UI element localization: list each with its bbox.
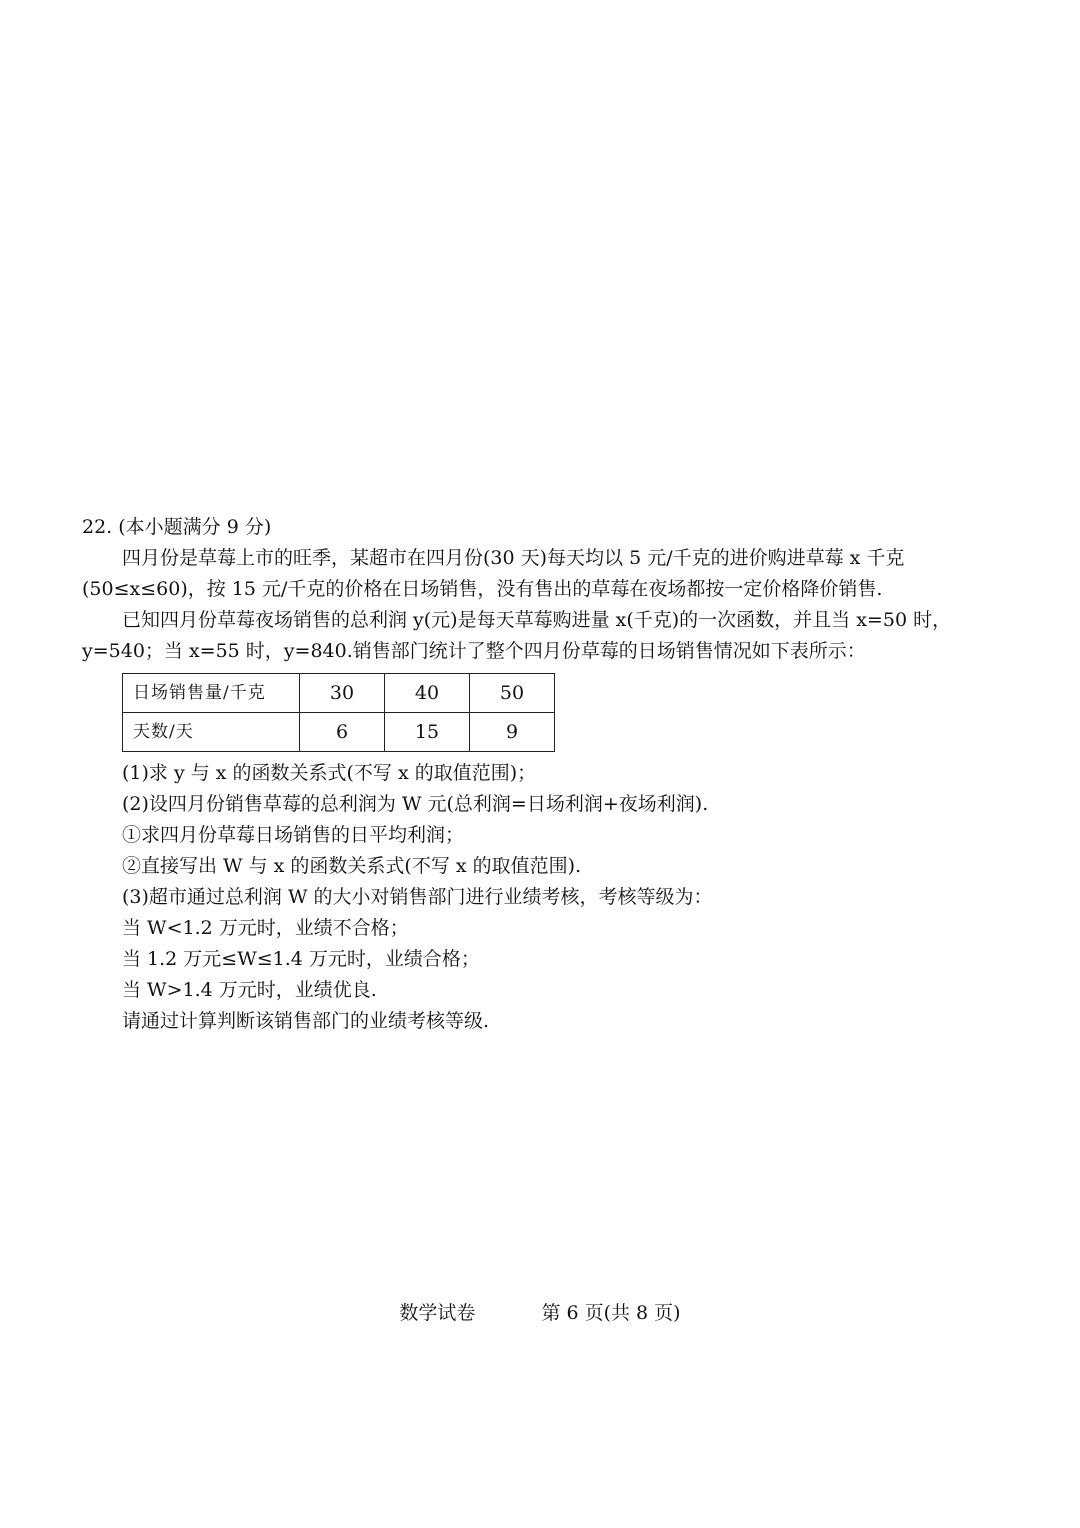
table-cell: 50 — [470, 674, 555, 713]
part-3-level-3: 当 W>1.4 万元时，业绩优良. — [122, 979, 377, 1001]
paragraph-2-line-1: 已知四月份草莓夜场销售的总利润 y(元)是每天草莓购进量 x(千克)的一次函数，并且当 x=50 时， — [122, 609, 952, 631]
sales-table — [122, 673, 555, 752]
part-3-instruction: 请通过计算判断该销售部门的业绩考核等级. — [122, 1010, 490, 1032]
table-row — [123, 674, 555, 713]
part-3-level-1: 当 W<1.2 万元时，业绩不合格； — [122, 917, 409, 939]
footer-subject: 数学试卷 — [399, 1302, 476, 1324]
part-1: (1)求 y 与 x 的函数关系式(不写 x 的取值范围)； — [122, 762, 537, 784]
table-cell: 15 — [385, 713, 470, 752]
table-cell: 30 — [300, 674, 385, 713]
question-22 — [82, 512, 1012, 1037]
part-2: (2)设四月份销售草莓的总利润为 W 元(总利润=日场利润+夜场利润). — [122, 793, 709, 815]
page-footer — [0, 1298, 1080, 1325]
footer-page-number: 第 6 页(共 8 页) — [541, 1302, 681, 1324]
question-header: 22. (本小题满分 9 分) — [82, 516, 272, 538]
table-cell: 40 — [385, 674, 470, 713]
part-2-sub-2: ②直接写出 W 与 x 的函数关系式(不写 x 的取值范围). — [122, 855, 582, 877]
part-2-sub-1: ①求四月份草莓日场销售的日平均利润； — [122, 824, 465, 846]
table-row-label: 日场销售量/千克 — [123, 674, 300, 713]
table-row — [123, 713, 555, 752]
paragraph-1-line-2: (50≤x≤60)，按 15 元/千克的价格在日场销售，没有售出的草莓在夜场都按一定价格降价销售. — [82, 578, 883, 600]
paragraph-2-line-2: y=540；当 x=55 时，y=840.销售部门统计了整个四月份草莓的日场销售情况如下表所示： — [82, 640, 866, 662]
part-3-level-2: 当 1.2 万元≤W≤1.4 万元时，业绩合格； — [122, 948, 480, 970]
table-row-label: 天数/天 — [123, 713, 300, 752]
table-cell: 6 — [300, 713, 385, 752]
part-3: (3)超市通过总利润 W 的大小对销售部门进行业绩考核，考核等级为： — [122, 886, 713, 908]
table-cell: 9 — [470, 713, 555, 752]
paragraph-1-line-1: 四月份是草莓上市的旺季，某超市在四月份(30 天)每天均以 5 元/千克的进价购进草莓 x 千克 — [122, 547, 905, 569]
